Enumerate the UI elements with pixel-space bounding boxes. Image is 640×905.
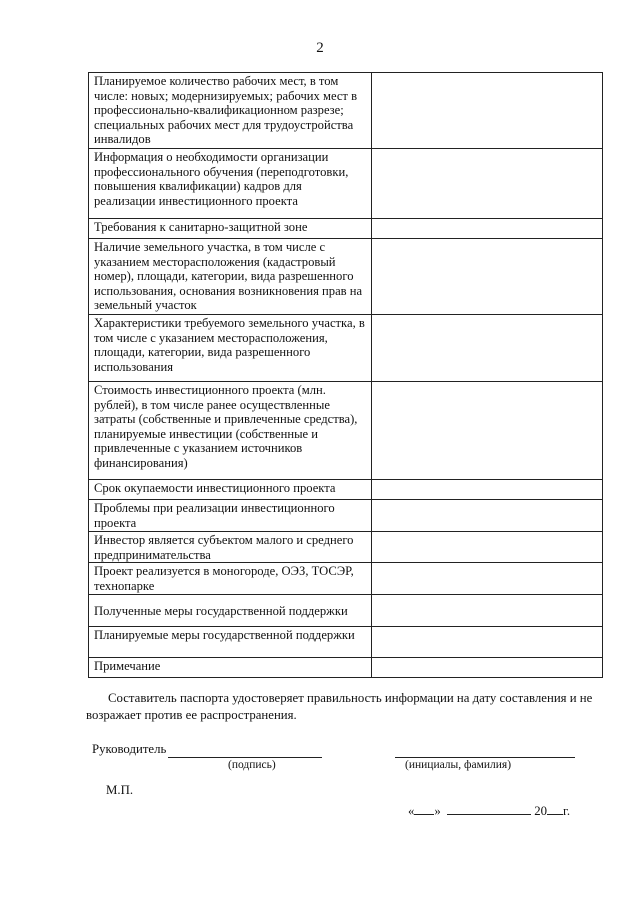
table-row	[89, 595, 603, 627]
table-row	[89, 149, 603, 219]
row-label: Планируемые меры государственной поддержки	[89, 627, 372, 658]
table-row	[89, 219, 603, 239]
page-number: 2	[316, 40, 324, 56]
table-row	[89, 563, 603, 595]
year-prefix: 20	[534, 804, 548, 818]
table-row	[89, 315, 603, 382]
year-blank[interactable]	[547, 802, 563, 815]
table-row	[89, 239, 603, 315]
passport-table	[88, 72, 603, 678]
table-row	[89, 500, 603, 532]
table-row	[89, 532, 603, 563]
name-caption: (инициалы, фамилия)	[405, 759, 512, 771]
row-value[interactable]	[372, 595, 603, 627]
row-value[interactable]	[372, 239, 603, 315]
row-value[interactable]	[372, 658, 603, 678]
signature-caption: (подпись)	[228, 759, 276, 771]
signature-line[interactable]	[168, 745, 322, 758]
row-value[interactable]	[372, 149, 603, 219]
row-label: Инвестор является субъектом малого и среднего предпринимательства	[89, 532, 372, 563]
row-value[interactable]	[372, 480, 603, 500]
row-value[interactable]	[372, 315, 603, 382]
row-label: Характеристики требуемого земельного участка, в том числе с указанием месторасположения, площади, категории, вида разрешенного использования	[89, 315, 372, 382]
date-open-quote: «	[408, 804, 415, 818]
compiler-note-text: Составитель паспорта удостоверяет правильность информации на дату составления и не возражает против ее распространения.	[86, 691, 593, 722]
row-value[interactable]	[372, 219, 603, 239]
row-label: Стоимость инвестиционного проекта (млн. рублей), в том числе ранее осуществленные затраты (собственные и привлеченные средства), планируемые инвестиции (собственные и привлеченные с указанием источников финансирования)	[89, 382, 372, 480]
head-label: Руководитель	[92, 742, 167, 756]
row-label: Требования к санитарно-защитной зоне	[89, 219, 372, 239]
row-label: Проблемы при реализации инвестиционного проекта	[89, 500, 372, 532]
row-label: Примечание	[89, 658, 372, 678]
row-value[interactable]	[372, 563, 603, 595]
row-label: Полученные меры государственной поддержки	[89, 595, 372, 627]
stamp-mark: М.П.	[106, 783, 134, 797]
signature-block	[0, 742, 640, 782]
row-label: Проект реализуется в моногороде, ОЭЗ, ТОСЭР, технопарке	[89, 563, 372, 595]
row-value[interactable]	[372, 627, 603, 658]
row-label: Срок окупаемости инвестиционного проекта	[89, 480, 372, 500]
table-row	[89, 480, 603, 500]
day-blank[interactable]	[414, 802, 434, 815]
table-row	[89, 627, 603, 658]
row-label: Наличие земельного участка, в том числе с указанием месторасположения (кадастровый номер), площади, категории, вида разрешенного использования, основания возникновения прав на земельный участок	[89, 239, 372, 315]
table-row	[89, 73, 603, 149]
row-value[interactable]	[372, 500, 603, 532]
row-label: Информация о необходимости организации профессионального обучения (переподготовки, повышения квалификации) кадров для реализации инвестиционного проекта	[89, 149, 372, 219]
table-row	[89, 658, 603, 678]
row-value[interactable]	[372, 73, 603, 149]
table-row	[89, 382, 603, 480]
date-line	[408, 802, 570, 819]
compiler-note	[86, 690, 606, 724]
year-suffix: г.	[563, 804, 571, 818]
month-blank[interactable]	[447, 802, 531, 815]
row-value[interactable]	[372, 532, 603, 563]
row-label: Планируемое количество рабочих мест, в том числе: новых; модернизируемых; рабочих мест в профессионально-квалификационном разрезе; специальных рабочих мест для трудоустройства инвалидов	[89, 73, 372, 149]
row-value[interactable]	[372, 382, 603, 480]
name-line[interactable]	[395, 745, 575, 758]
date-close-quote: »	[434, 804, 441, 818]
